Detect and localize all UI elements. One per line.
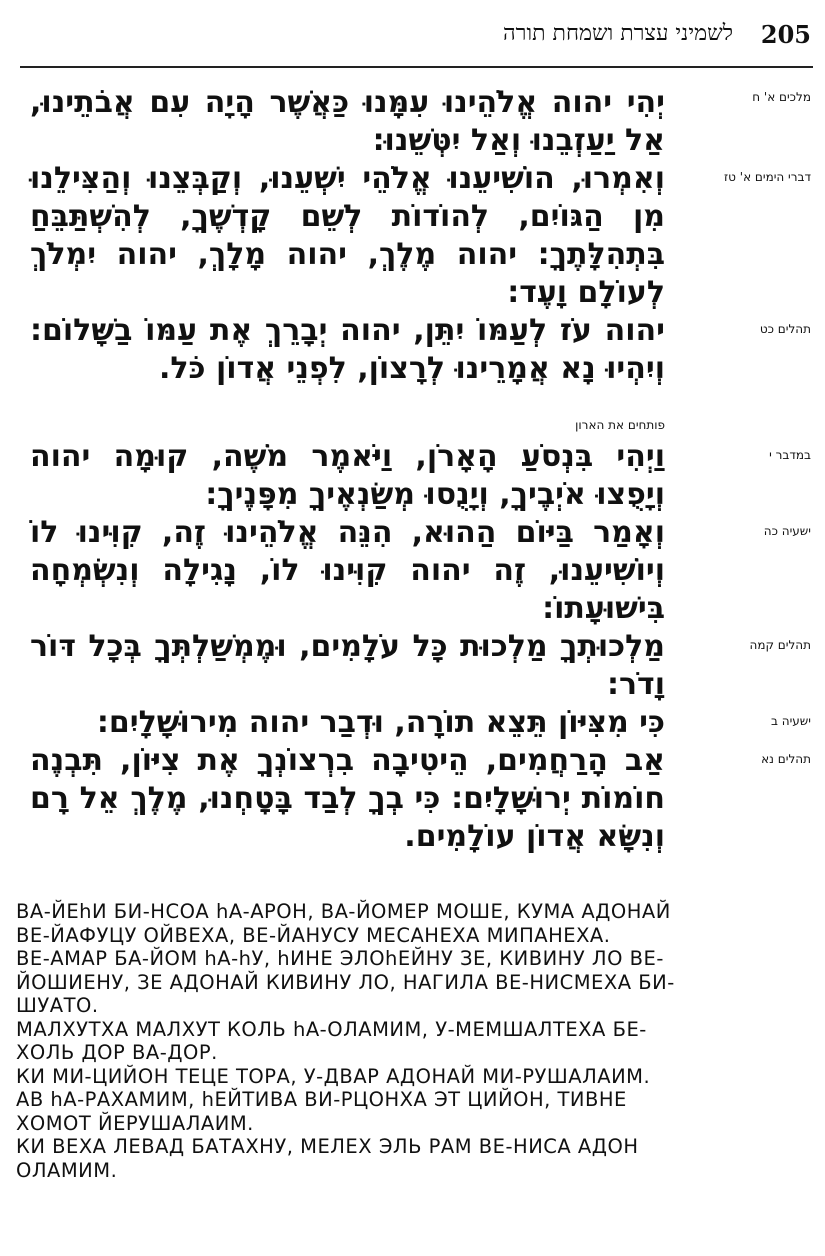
verse-group xyxy=(0,160,825,312)
hebrew-text-body xyxy=(0,84,825,856)
verse-group xyxy=(0,704,825,742)
verse-text: יְהִי יהוה אֱלֹהֵינוּ עִמָּנוּ כַּאֲשֶׁר הָיָה עִם אֲבֹתֵינוּ, אַל יַעַזְבֵנוּ וְאַל יִטְּשֵׁנוּ: xyxy=(30,85,665,158)
opening-note: פותחים את הארון xyxy=(575,418,665,432)
verse-reference: דברי הימים א' טז xyxy=(724,170,811,184)
verse-text: וְאָמַר בַּיּוֹם הַהוּא, הִנֵּה אֱלֹהֵינוּ זֶה, קִוִּינוּ לוֹ וְיוֹשִׁיעֵנוּ, זֶה יהוה קִוִּינוּ לוֹ, נָגִילָה וְנִשְׂמְחָה בִּישׁוּעָתוֹ: xyxy=(30,515,665,626)
verse-group xyxy=(0,628,825,704)
verse-reference: תהלים קמה xyxy=(749,638,811,652)
page-number: 205 xyxy=(760,20,811,49)
verse-reference: תהלים נא xyxy=(761,752,811,766)
running-title: לשמיני עצרת ושמחת תורה xyxy=(503,21,733,46)
verse-reference: ישעיה ב xyxy=(771,714,811,728)
verse-reference: במדבר י xyxy=(769,448,811,462)
verse-group xyxy=(0,438,825,514)
header-rule xyxy=(20,66,813,68)
transliteration-line: ВЕ-АМАР БА-ЙОМ hА-hУ, hИНЕ ЭЛОhЕЙНУ ЗЕ, КИВИНУ ЛО ВЕ-ЙОШИЕНУ, ЗЕ АДОНАЙ КИВИНУ ЛО, НАГИЛА ВЕ-НИСМЕХА БИ-ШУАТО. xyxy=(16,947,675,1017)
transliteration-line: ВА-ЙЕhИ БИ-НСОА hА-АРОН, ВА-ЙОМЕР МОШЕ, КУМА АДОНАЙ ВЕ-ЙАФУЦУ ОЙВЕХА, ВЕ-ЙАНУСУ МЕСАНЕХА МИПАНЕХА. xyxy=(16,900,671,947)
verse-text: אַב הָרַחֲמִים, הֵיטִיבָה בִרְצוֹנְךָ אֶת צִיּוֹן, תִּבְנֶה חוֹמוֹת יְרוּשָׁלָיִם: כִּי בְךָ לְבַד בָּטָחְנוּ, מֶלֶךְ אֵל רָם וְנִשָּׂא אֲדוֹן עוֹלָמִים. xyxy=(30,743,665,854)
transliteration-line: МАЛХУТХА МАЛХУТ КОЛЬ hА-ОЛАМИМ, У-МЕМШАЛТЕХА БЕ-ХОЛЬ ДОР ВА-ДОР. xyxy=(16,1017,647,1064)
verse-group xyxy=(0,742,825,856)
verse-text: יהוה עֹז לְעַמּוֹ יִתֵּן, יהוה יְבָרֵךְ אֶת עַמּוֹ בַשָּׁלוֹם: וְיִהְיוּ נָא אֲמָרֵינוּ לְרָצוֹן, לִפְנֵי אֲדוֹן כֹּל. xyxy=(30,313,665,386)
transliteration-line: АВ hА-РАХАМИМ, hЕЙТИВА ВИ-РЦОНХА ЭТ ЦИЙОН, ТИВНЕ ХОМОТ ЙЕРУШАЛАИМ. xyxy=(16,1088,627,1135)
verse-reference: תהלים כט xyxy=(759,322,811,336)
verse-text: וַיְהִי בִּנְסֹעַ הָאָרֹן, וַיֹּאמֶר מֹשֶׁה, קוּמָה יהוה וְיָפֻצוּ אֹיְבֶיךָ, וְיָנֻסוּ מְשַׂנְאֶיךָ מִפָּנֶיךָ: xyxy=(30,439,665,512)
transliteration-block xyxy=(16,900,676,1182)
page-header xyxy=(0,16,825,56)
verse-group xyxy=(0,312,825,388)
transliteration-line: КИ МИ-ЦИЙОН ТЕЦЕ ТОРА, У-ДВАР АДОНАЙ МИ-РУШАЛАИМ. xyxy=(16,1064,651,1088)
verse-text: וְאִמְרוּ, הוֹשִׁיעֵנוּ אֱלֹהֵי יִשְׁעֵנוּ, וְקַבְּצֵנוּ וְהַצִּילֵנוּ מִן הַגּוֹיִם, לְהוֹדוֹת לְשֵׁם קָדְשֶׁךָ, לְהִשְׁתַּבֵּחַ בִּתְהִלָּתֶךָ: יהוה מֶלֶךְ, יהוה מָלָךְ, יהוה יִמְלֹךְ לְעוֹלָם וָעֶד: xyxy=(30,161,665,310)
verse-reference: ישעיה כה xyxy=(763,524,811,538)
verse-group xyxy=(0,84,825,160)
verse-group xyxy=(0,514,825,628)
verse-reference: מלכים א' ח xyxy=(752,90,811,104)
transliteration-line: КИ ВЕХА ЛЕВАД БАТАХНУ, МЕЛЕХ ЭЛЬ РАМ ВЕ-НИСА АДОН ОЛАМИМ. xyxy=(16,1135,639,1182)
verse-text: כִּי מִצִּיּוֹן תֵּצֵא תוֹרָה, וּדְבַר יהוה מִירוּשָׁלָיִם: xyxy=(96,705,665,740)
verse-text: מַלְכוּתְךָ מַלְכוּת כָּל עֹלָמִים, וּמֶמְשַׁלְתְּךָ בְּכָל דּוֹר וָדֹר: xyxy=(30,629,665,702)
